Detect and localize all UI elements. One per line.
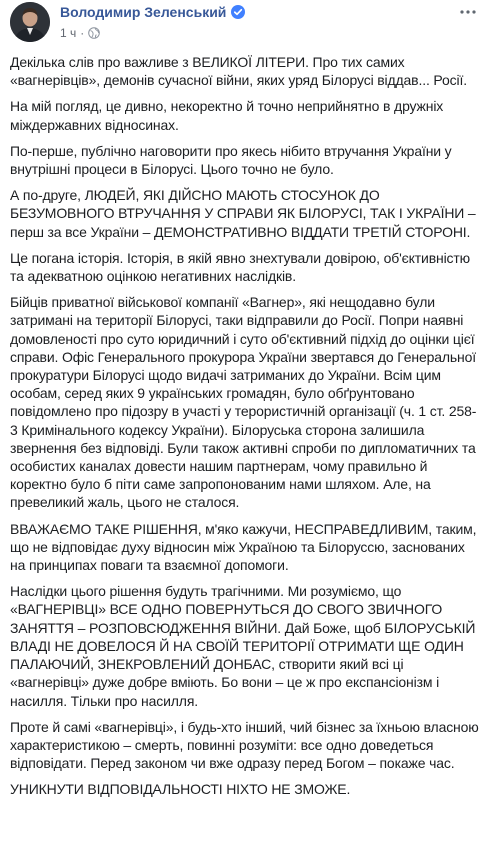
post-paragraph: Проте й самі «вагнерівці», і будь-хто інший, чий бізнес за їхньою власною характеристикою – смерть, повинні розуміти: все одно доведеться відповідати. Перед законом чи вже одразу перед Богом – покаже час. (10, 718, 479, 772)
globe-icon[interactable] (88, 27, 100, 39)
post-timestamp[interactable]: 1 ч (60, 26, 77, 40)
post-header (10, 0, 481, 48)
avatar-image (10, 2, 50, 42)
post-paragraph: Бійців приватної військової компанії «Вагнер», які нещодавно були затримані на території Білорусі, таки відправили до Росії. Попри наявні домовленості про суто юридичний і суто об'єктивний підхід до оцінки цієї справи. Офіс Генерального прокурора України звертався до Генеральної прокуратури Білорусі щодо видачі затриманих до України. Всім цим особам, серед яких 9 українських громадян, було обґрунтовано повідомлено про підозру в участі у терористичній організації (ч. 1 ст. 258-3 Кримінального кодексу України). Білоруська сторона залишила звернення без відповіді. Були також активні спроби по дипломатичних та особистих каналах довести нашим партнерам, чому правильно й коректно було б піти саме запропонованим нами шляхом. Але, на превеликий жаль, цього не сталося. (10, 294, 477, 511)
post-paragraph: УНИКНУТИ ВІДПОВІДАЛЬНОСТІ НІХТО НЕ ЗМОЖЕ. (10, 781, 351, 798)
post-paragraph: ВВАЖАЄМО ТАКЕ РІШЕННЯ, м'яко кажучи, НЕСПРАВЕДЛИВИМ, таким, що не відповідає духу відносин між Україною та Білоруссю, заснованих на принципах поваги та взаємної допомоги. (10, 520, 477, 574)
post-paragraph: По-перше, публічно наговорити про якесь нібито втручання України у внутрішні процеси в Білорусі. Цього точно не було. (10, 142, 452, 178)
post-paragraph: А по-друге, ЛЮДЕЙ, ЯКІ ДІЙСНО МАЮТЬ СТОСУНОК ДО БЕЗУМОВНОГО ВТРУЧАННЯ У СПРАВИ ЯК БІЛОРУСІ, ТАК І УКРАЇНИ – перш за все України – ДЕМОНСТРАТИВНО ВІДДАТИ ТРЕТІЙ СТОРОНІ. (10, 187, 476, 240)
author-name[interactable]: Володимир Зеленський (60, 4, 227, 20)
author-avatar[interactable] (10, 2, 50, 42)
post-paragraph: Це погана історія. Історія, в якій явно знехтували довірою, об'єктивністю та адекватною оцінкою негативних наслідків. (10, 249, 470, 285)
post-paragraph: Наслідки цього рішення будуть трагічними. Ми розуміємо, що «ВАГНЕРІВЦІ» ВСЕ ОДНО ПОВЕРНУТЬСЯ ДО СВОГО ЗВИЧНОГО ЗАНЯТТЯ – РОЗПОВСЮДЖЕННЯ ВІЙНИ. Дай Боже, щоб БІЛОРУСЬКІЙ ВЛАДІ НЕ ДОВЕЛОСЯ Й НА СВОЇЙ ТЕРИТОРІЇ ОТРИМАТИ ЩЕ ОДИН ПАЛАЮЧИЙ, ЗНЕКРОВЛЕНИЙ ДОНБАС, створити який всі ці «вагнерівці» дуже добре вміють. Бо вони – це ж про експансіонізм і насилля. Тільки про насилля. (10, 583, 476, 709)
verified-badge-icon (231, 5, 245, 19)
meta-separator: · (80, 26, 85, 40)
post-text (10, 53, 482, 807)
post-paragraph: На мій погляд, це дивно, некоректно й точно неприйнятно в дружніх міждержавних відносинах. (10, 98, 444, 133)
post-meta (60, 26, 100, 40)
more-options-icon[interactable] (455, 2, 481, 22)
post-paragraph: Декілька слів про важливе з ВЕЛИКОЇ ЛІТЕРИ. Про тих самих «вагнерівців», демонів сучасної війни, яких уряд Білорусі віддав... Росії. (10, 54, 467, 89)
